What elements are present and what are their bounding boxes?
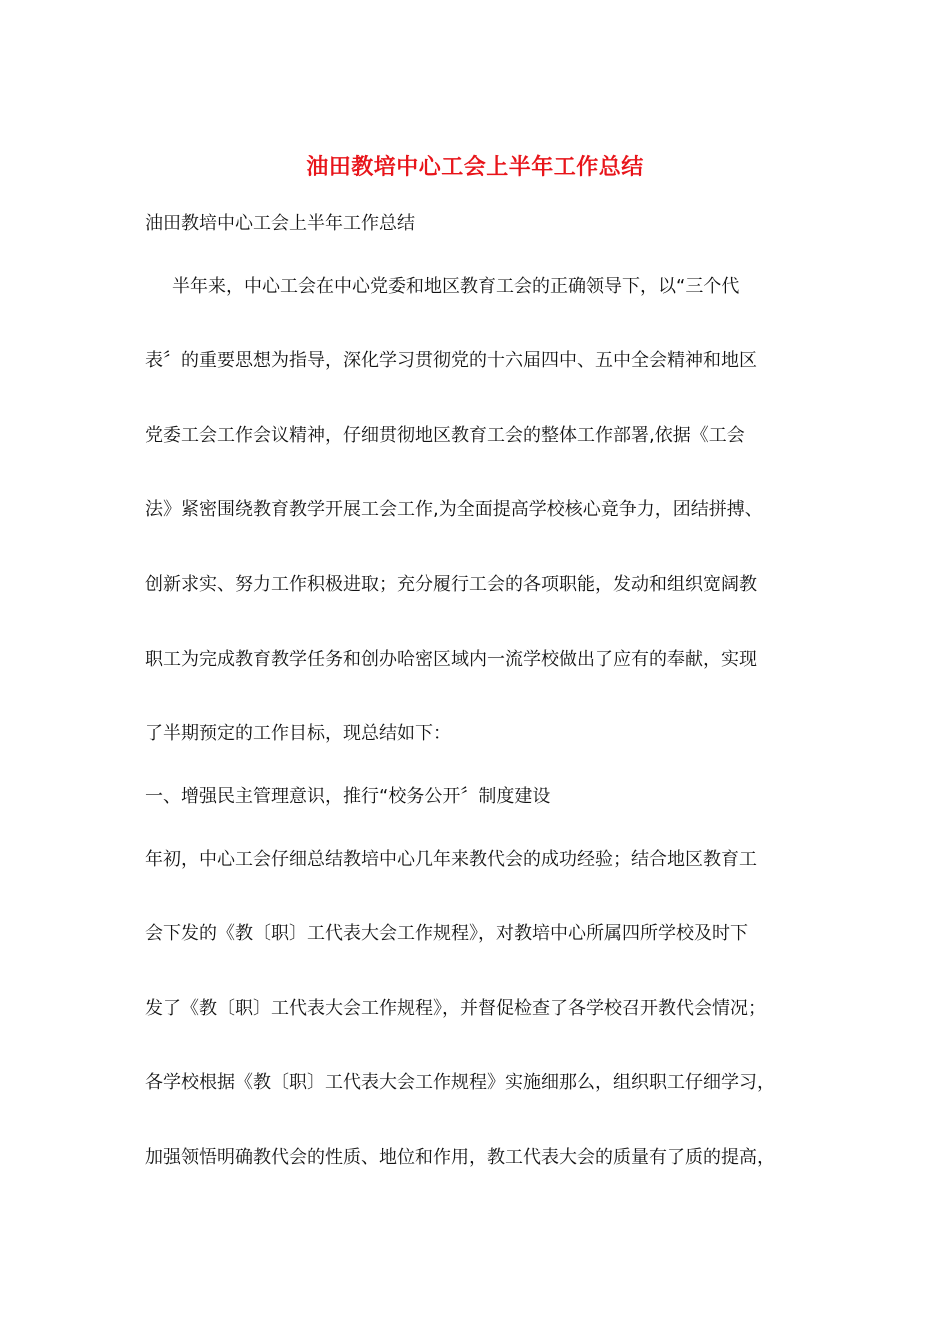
paragraph-line: 党委工会工作会议精神，仔细贯彻地区教育工会的整体工作部署,依据《工会 [145, 425, 745, 446]
document-title: 油田教培中心工会上半年工作总结 [306, 154, 644, 180]
paragraph-line: 了半期预定的工作目标，现总结如下： [145, 723, 451, 744]
paragraph-line: 发了《教〔职〕工代表大会工作规程》，并督促检查了各学校召开教代会情况； [145, 998, 766, 1019]
document-subtitle: 油田教培中心工会上半年工作总结 [145, 213, 415, 234]
paragraph-line: 职工为完成教育教学任务和创办哈密区域内一流学校做出了应有的奉献，实现 [145, 649, 757, 670]
paragraph-line: 会下发的《教〔职〕工代表大会工作规程》，对教培中心所属四所学校及时下 [145, 923, 748, 944]
paragraph-line: 加强领悟明确教代会的性质、地位和作用，教工代表大会的质量有了质的提高， [145, 1147, 775, 1168]
paragraph-line: 表〞的重要思想为指导，深化学习贯彻党的十六届四中、五中全会精神和地区 [145, 350, 757, 371]
paragraph-line: 法》紧密围绕教育教学开展工会工作,为全面提高学校核心竟争力，团结拼搏、 [145, 499, 763, 520]
paragraph-line: 创新求实、努力工作积极进取；充分履行工会的各项职能，发动和组织宽阔教 [145, 574, 757, 595]
paragraph-line: 年初，中心工会仔细总结教培中心几年来教代会的成功经验；结合地区教育工 [145, 849, 757, 870]
section-heading: 一、增强民主管理意识，推行“校务公开〞制度建设 [145, 786, 551, 807]
paragraph-line: 半年来，中心工会在中心党委和地区教育工会的正确领导下，以“三个代 [172, 276, 740, 297]
paragraph-line: 各学校根据《教〔职〕工代表大会工作规程》实施细那么，组织职工仔细学习， [145, 1072, 775, 1093]
